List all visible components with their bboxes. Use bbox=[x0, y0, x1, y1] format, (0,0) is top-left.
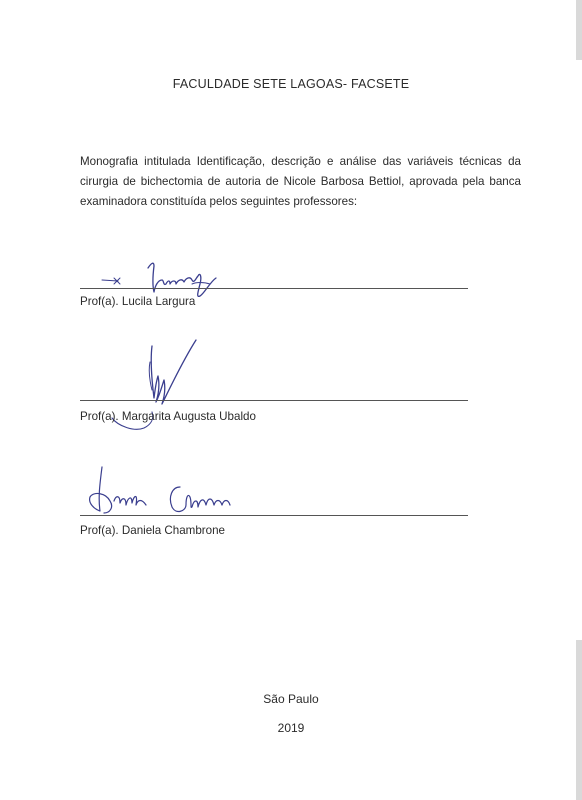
signature-line-2 bbox=[80, 400, 468, 401]
signature-line-1 bbox=[80, 288, 468, 289]
scan-edge-shadow-top bbox=[576, 0, 582, 60]
footer-city: São Paulo bbox=[263, 692, 319, 706]
signature-2-image bbox=[100, 332, 220, 442]
signature-3-image bbox=[80, 457, 250, 523]
signature-block-2 bbox=[80, 330, 500, 440]
approval-statement: Monografia intitulada Identificação, descrição e análise das variáveis técnicas da cirurgia de bichectomia de autoria de Nicole Barbosa Bettiol, aprovada pela banca examinadora constituída pelos seguintes professores: bbox=[80, 155, 521, 208]
scan-edge-shadow-bottom bbox=[576, 640, 582, 800]
signatory-name-1: Prof(a). Lucila Largura bbox=[80, 295, 196, 308]
signatory-name-2: Prof(a). Margarita Augusta Ubaldo bbox=[80, 410, 256, 423]
signature-line-3 bbox=[80, 515, 468, 516]
signature-block-1 bbox=[80, 250, 500, 320]
signature-block-3 bbox=[80, 455, 500, 545]
footer-year: 2019 bbox=[277, 721, 305, 735]
signatory-name-3: Prof(a). Daniela Chambrone bbox=[80, 524, 225, 537]
institution-header: FACULDADE SETE LAGOAS- FACSETE bbox=[172, 77, 410, 91]
